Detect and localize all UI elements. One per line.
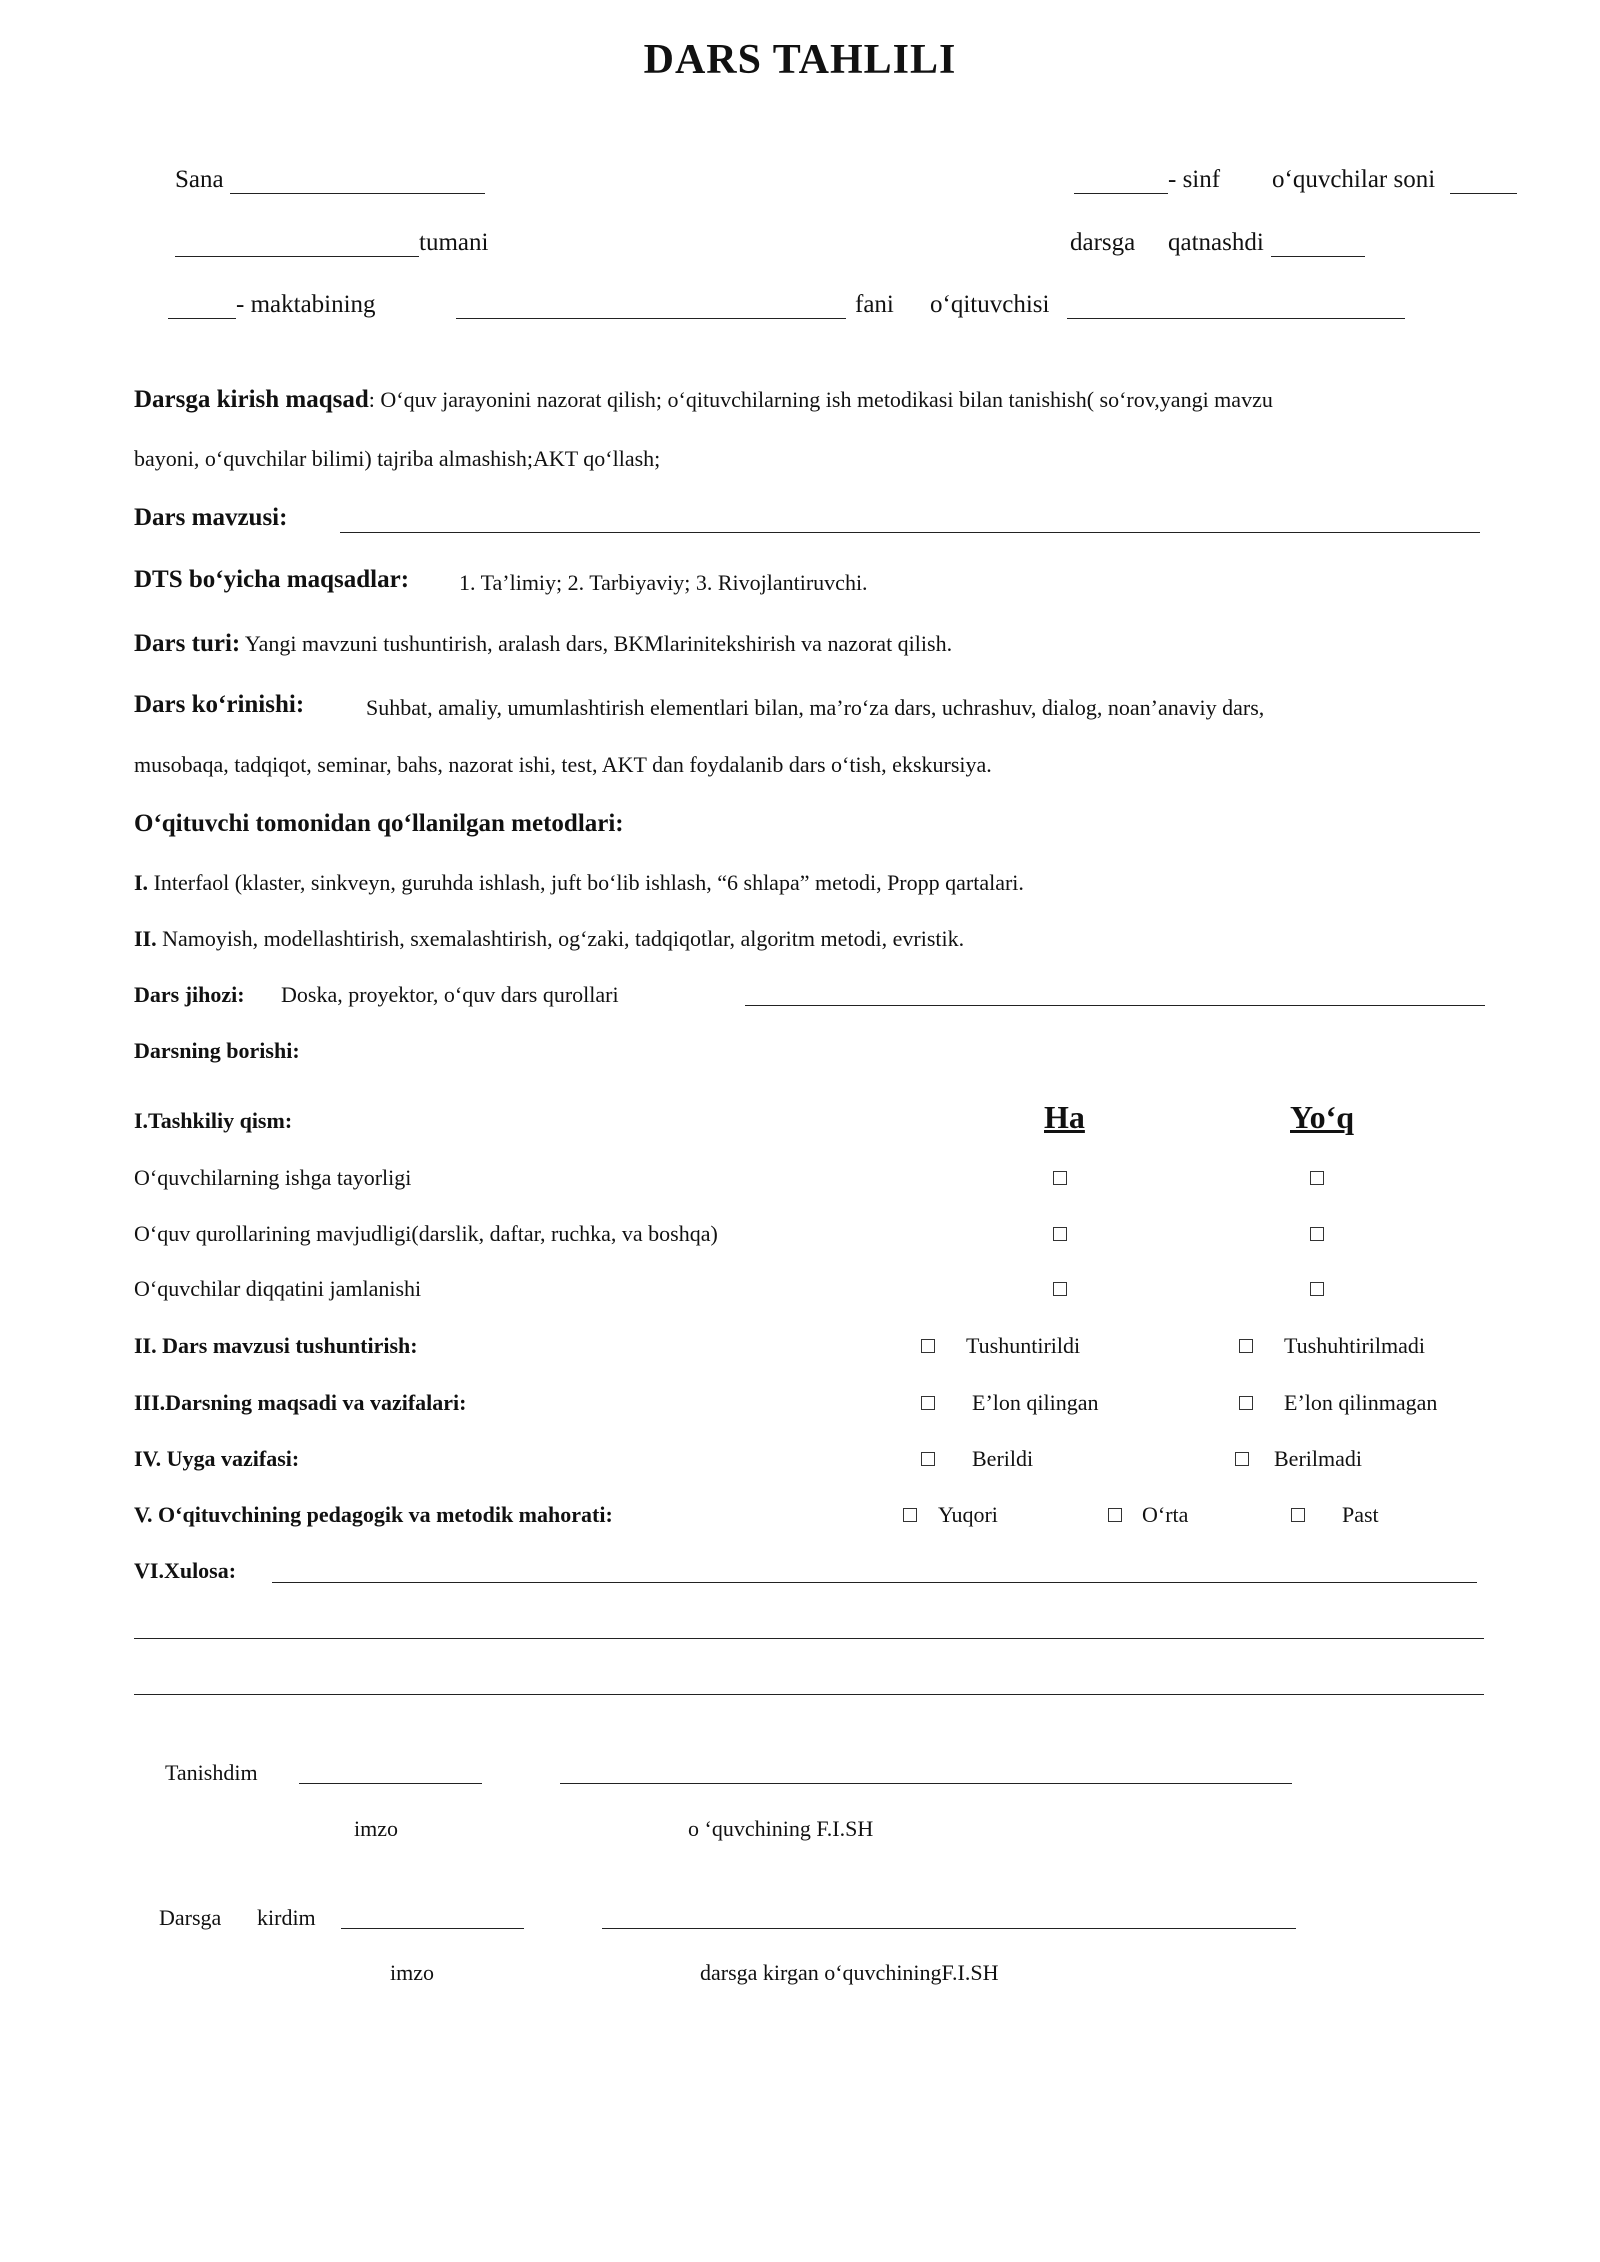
maqsad-line-1 <box>134 386 1273 414</box>
section-2-label: II. Dars mavzusi tushuntirish: <box>134 1333 418 1358</box>
section-5-checkbox-1[interactable] <box>903 1508 917 1522</box>
section-5-option-2: O‘rta <box>1142 1502 1189 1527</box>
section-5-option-3: Past <box>1342 1502 1379 1527</box>
yoq-checkbox-2[interactable] <box>1310 1227 1324 1241</box>
section-2-option-2: Tushuhtirilmadi <box>1284 1333 1425 1358</box>
tashkiliy-label: I.Tashkiliy qism: <box>134 1108 293 1133</box>
ha-checkbox-3[interactable] <box>1053 1282 1067 1296</box>
section-4-option-2: Berilmadi <box>1274 1446 1362 1471</box>
section-2-checkbox-1[interactable] <box>921 1339 935 1353</box>
maqsad-label: Darsga kirish maqsad <box>134 386 369 413</box>
kirdim-fish-field[interactable] <box>602 1928 1296 1929</box>
jihozi-label: Dars jihozi: <box>134 982 245 1007</box>
sinf-label: - sinf <box>1168 166 1221 193</box>
section-3-checkbox-2[interactable] <box>1239 1396 1253 1410</box>
mavzu-field[interactable] <box>340 532 1480 533</box>
section-3-label: III.Darsning maqsadi va vazifalari: <box>134 1390 467 1415</box>
maktabining-label: - maktabining <box>236 291 376 318</box>
kirdim-fish-caption: darsga kirgan o‘quvchiningF.I.SH <box>700 1960 999 1985</box>
tashkiliy-row-2: O‘quv qurollarining mavjudligi(darslik, daftar, ruchka, va boshqa) <box>134 1221 718 1246</box>
oquvchilar-soni-label: o‘quvchilar soni <box>1272 166 1436 193</box>
darsga-label: darsga <box>1070 229 1136 256</box>
tanishdim-imzo-field[interactable] <box>299 1783 482 1784</box>
turi-line <box>134 630 952 658</box>
mavzu-label: Dars mavzusi: <box>134 504 288 531</box>
xulosa-label: VI.Xulosa: <box>134 1558 237 1583</box>
oquvchilar-soni-field[interactable] <box>1450 193 1517 194</box>
tashkiliy-row-1: O‘quvchilarning ishga tayorligi <box>134 1165 412 1190</box>
section-5-checkbox-2[interactable] <box>1108 1508 1122 1522</box>
xulosa-field-3[interactable] <box>134 1694 1484 1695</box>
section-2-option-1: Tushuntirildi <box>966 1333 1081 1358</box>
metod-ii-line <box>134 926 964 952</box>
xulosa-field-1[interactable] <box>272 1582 1477 1583</box>
section-2-checkbox-2[interactable] <box>1239 1339 1253 1353</box>
section-5-checkbox-3[interactable] <box>1291 1508 1305 1522</box>
tuman-field[interactable] <box>175 256 419 257</box>
maqsad-text-2: bayoni, o‘quvchilar bilimi) tajriba almashish;AKT qo‘llash; <box>134 446 661 471</box>
korinishi-text-1: Suhbat, amaliy, umumlashtirish elementlari bilan, ma’ro‘za dars, uchrashuv, dialog, noan’anaviy dars, <box>366 695 1265 720</box>
section-5-option-1: Yuqori <box>938 1502 998 1527</box>
metod-i-line <box>134 870 1024 896</box>
tanishdim-label: Tanishdim <box>165 1760 258 1785</box>
turi-text: Yangi mavzuni tushuntirish, aralash dars, BKMlarinitekshirish va nazorat qilish. <box>244 631 953 656</box>
fan-field[interactable] <box>456 318 846 319</box>
oqituvchi-field[interactable] <box>1067 318 1405 319</box>
dts-text: 1. Ta’limiy; 2. Tarbiyaviy; 3. Rivojlantiruvchi. <box>459 570 868 595</box>
kirdim-imzo-caption: imzo <box>390 1960 434 1985</box>
ha-checkbox-2[interactable] <box>1053 1227 1067 1241</box>
qatnashdi-field[interactable] <box>1271 256 1365 257</box>
metodlar-heading: O‘qituvchi tomonidan qo‘llanilgan metodlari: <box>134 810 624 837</box>
ha-heading: Ha <box>1044 1099 1085 1135</box>
dts-label: DTS bo‘yicha maqsadlar: <box>134 566 410 593</box>
xulosa-field-2[interactable] <box>134 1638 1484 1639</box>
fani-label: fani <box>855 291 894 318</box>
maktab-field[interactable] <box>168 318 236 319</box>
borishi-heading: Darsning borishi: <box>134 1038 300 1063</box>
turi-label: Dars turi: <box>134 630 241 657</box>
section-4-option-1: Berildi <box>972 1446 1034 1471</box>
korinishi-label: Dars ko‘rinishi: <box>134 691 305 718</box>
sinf-field[interactable] <box>1074 193 1168 194</box>
section-4-checkbox-2[interactable] <box>1235 1452 1249 1466</box>
ha-checkbox-1[interactable] <box>1053 1171 1067 1185</box>
sana-field[interactable] <box>230 193 485 194</box>
maqsad-text-1: : O‘quv jarayonini nazorat qilish; o‘qituvchilarning ish metodikasi bilan tanishish( so‘rov,yangi mavzu <box>368 387 1273 412</box>
tanishdim-fish-caption: o ‘quvchining F.I.SH <box>688 1816 874 1841</box>
kirdim-label-a: Darsga <box>159 1905 222 1930</box>
metod-i-text: Interfaol (klaster, sinkveyn, guruhda ishlash, juft bo‘lib ishlash, “6 shlapa” metodi, Propp qartalari. <box>148 870 1024 895</box>
section-3-checkbox-1[interactable] <box>921 1396 935 1410</box>
sana-label: Sana <box>175 166 224 193</box>
yoq-checkbox-3[interactable] <box>1310 1282 1324 1296</box>
section-3-option-1: E’lon qilingan <box>972 1390 1099 1415</box>
kirdim-label-b: kirdim <box>257 1905 316 1930</box>
tanishdim-fish-field[interactable] <box>560 1783 1292 1784</box>
qatnashdi-label: qatnashdi <box>1168 229 1264 256</box>
kirdim-imzo-field[interactable] <box>341 1928 524 1929</box>
page-title: DARS TAHLILI <box>643 37 957 83</box>
section-5-label: V. O‘qituvchining pedagogik va metodik mahorati: <box>134 1502 613 1527</box>
tashkiliy-row-3: O‘quvchilar diqqatini jamlanishi <box>134 1276 422 1301</box>
section-4-label: IV. Uyga vazifasi: <box>134 1446 300 1471</box>
jihozi-text: Doska, proyektor, o‘quv dars qurollari <box>281 982 619 1007</box>
tumani-label: tumani <box>419 229 489 256</box>
metod-ii-num: II. <box>134 926 157 951</box>
metod-ii-text: Namoyish, modellashtirish, sxemalashtirish, og‘zaki, tadqiqotlar, algoritm metodi, evristik. <box>156 926 965 951</box>
jihozi-field[interactable] <box>745 1005 1485 1006</box>
section-4-checkbox-1[interactable] <box>921 1452 935 1466</box>
yoq-checkbox-1[interactable] <box>1310 1171 1324 1185</box>
tanishdim-imzo-caption: imzo <box>354 1816 398 1841</box>
yoq-heading: Yo‘q <box>1290 1099 1355 1135</box>
metod-i-num: I. <box>134 870 149 895</box>
korinishi-text-2: musobaqa, tadqiqot, seminar, bahs, nazorat ishi, test, AKT dan foydalanib dars o‘tish, ekskursiya. <box>134 752 992 777</box>
section-3-option-2: E’lon qilinmagan <box>1284 1390 1438 1415</box>
oqituvchisi-label: o‘qituvchisi <box>930 291 1050 318</box>
